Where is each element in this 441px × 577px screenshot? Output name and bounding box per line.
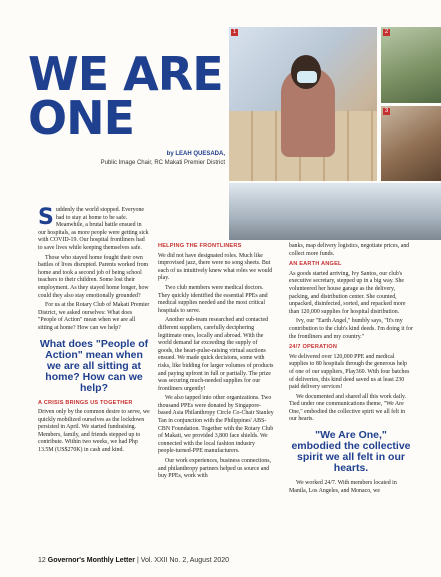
paragraph: Driven only by the common desire to serve, we quickly mobilized ourselves as the lockdown persisted in April. We started fundraising. Members, family, and friends stepped up to contribute. Within two weeks, we had Php 13.5M (US$270K) in cash and kind. <box>38 409 150 454</box>
headline-line-2: ONE <box>28 91 135 145</box>
paragraph: For us at the Rotary Club of Makati Premier District, we asked ourselves: What does "People of Action" mean when we are all sitting at home? How can we help? <box>38 302 150 331</box>
paragraph: Those who stayed home fought their own battles of lives disrupted. Parents worked from home and took a second job of being school teachers to their children. Some lost their employment. As they stayed home longer, how could they also stay emotionally grounded? <box>38 254 149 299</box>
section-heading: A CRISIS BRINGS US TOGETHER <box>38 399 133 406</box>
section-heading: AN EARTH ANGEL <box>289 261 342 268</box>
paragraph: Our work experiences, business connections, and philanthropy partners helped us source and buy PPEs, work with <box>158 458 272 480</box>
drop-cap: S <box>38 205 54 230</box>
paragraph: We documented and shared all this work daily. Tied under one communications theme, "We Are One," embodied the collective spirit we all felt in our hearts. <box>289 393 407 423</box>
page-number: 12 <box>38 557 46 564</box>
photo-volunteer-with-supplies <box>229 27 377 181</box>
column-3 <box>289 243 413 497</box>
pull-quote: "We Are One," embodied the collective spirit we all felt in our hearts. <box>291 429 411 475</box>
column-2 <box>158 243 274 483</box>
intro-paragraph: Suddenly the world stopped. Everyone had to stay at home to be safe. Meanwhile, a brutal battle ensued in our hospitals, as more people were getting sick with COVID-19. Our hospital frontliners had to save lives while keeping themselves safe. <box>38 205 149 251</box>
paragraph: We delivered over 120,000 PPE and medical supplies to 80 hospitals through the generous help of one of our suppliers, Play360. With four batches of deliveries, this kind deed saved us at least 230 paid delivery services! <box>289 353 410 391</box>
paragraph: We also tapped into other organizations. Two thousand PPEs were donated by Singapore-based Asia Philanthropy Circle Co-Chair Stanley Tan in conjunction with the Philippines' ABS-CBN Foundation. Together with the Rotary Club of Makati, we provided 3,800 face shields. We connected with the local fashion industry people-turned-PPE manufacturers. <box>158 395 274 455</box>
photo-number-2: 2 <box>384 29 389 35</box>
column-1 <box>38 207 150 457</box>
section-heading: 24/7 OPERATION <box>289 344 338 351</box>
paragraph: As goods started arriving, Ivy Santos, our club's executive secretary, stepped up in a big way. She volunteered her house garage as the delivery, packing, and distribution center. She counted, unpacked, disinfected, sorted, and repacked more than 120,000 supplies for hospital distribution. <box>289 270 406 315</box>
photo-number-3: 3 <box>384 108 389 114</box>
paragraph: We did not have designated roles. Much like improvised jazz, there were no song sheets. But each of us intuitively knew what roles we would play. <box>158 252 273 282</box>
paragraph: Two club members were medical doctors. They quickly identified the essential PPEs and medical supplies needed and the most critical hospitals to serve. <box>158 284 268 314</box>
byline-role: Public Image Chair, RC Makati Premier District <box>100 160 225 166</box>
paragraph: We worked 24/7. With members located in Manila, Los Angeles, and Monaco, we <box>289 480 397 494</box>
photo-number-1: 1 <box>232 29 237 35</box>
byline <box>0 150 225 168</box>
photo-side-bottom <box>381 106 441 181</box>
issue-info: | Vol. XXII No. 2, August 2020 <box>136 557 230 564</box>
photo-side-top <box>381 27 441 103</box>
paragraph: banks, map delivery logistics, negotiate prices, and collect more funds. <box>289 243 410 257</box>
publication-title: Governor's Monthly Letter <box>47 557 135 564</box>
byline-author: by LEAH QUESADA, <box>166 151 225 157</box>
pull-quote: What does "People of Action" mean when we are all sitting at home? How can we help? <box>39 337 149 394</box>
photo-bottom-strip <box>229 183 441 240</box>
section-heading: HELPING THE FRONTLINERS <box>158 243 242 249</box>
page-footer <box>38 557 229 564</box>
headline <box>28 47 228 145</box>
headline-line-1: WE ARE <box>28 47 223 101</box>
paragraph: Another sub-team researched and contacted different suppliers, carefully deciphering legitimate ones, locally and abroad. With the world demand far exceeding the supply of goods, the heart-pulse-raising virtual auctions ensued. We made quick decisions, some with risks, like bidding for larger volumes of products and paying upfront in full or partially. The prize was securing much-needed supplies for our frontliners urgently! <box>158 317 274 392</box>
paragraph: Ivy, our "Earth Angel," humbly says, "It's my contribution to the club's kind deeds. I'm doing it for the frontliners and my country." <box>289 318 413 340</box>
